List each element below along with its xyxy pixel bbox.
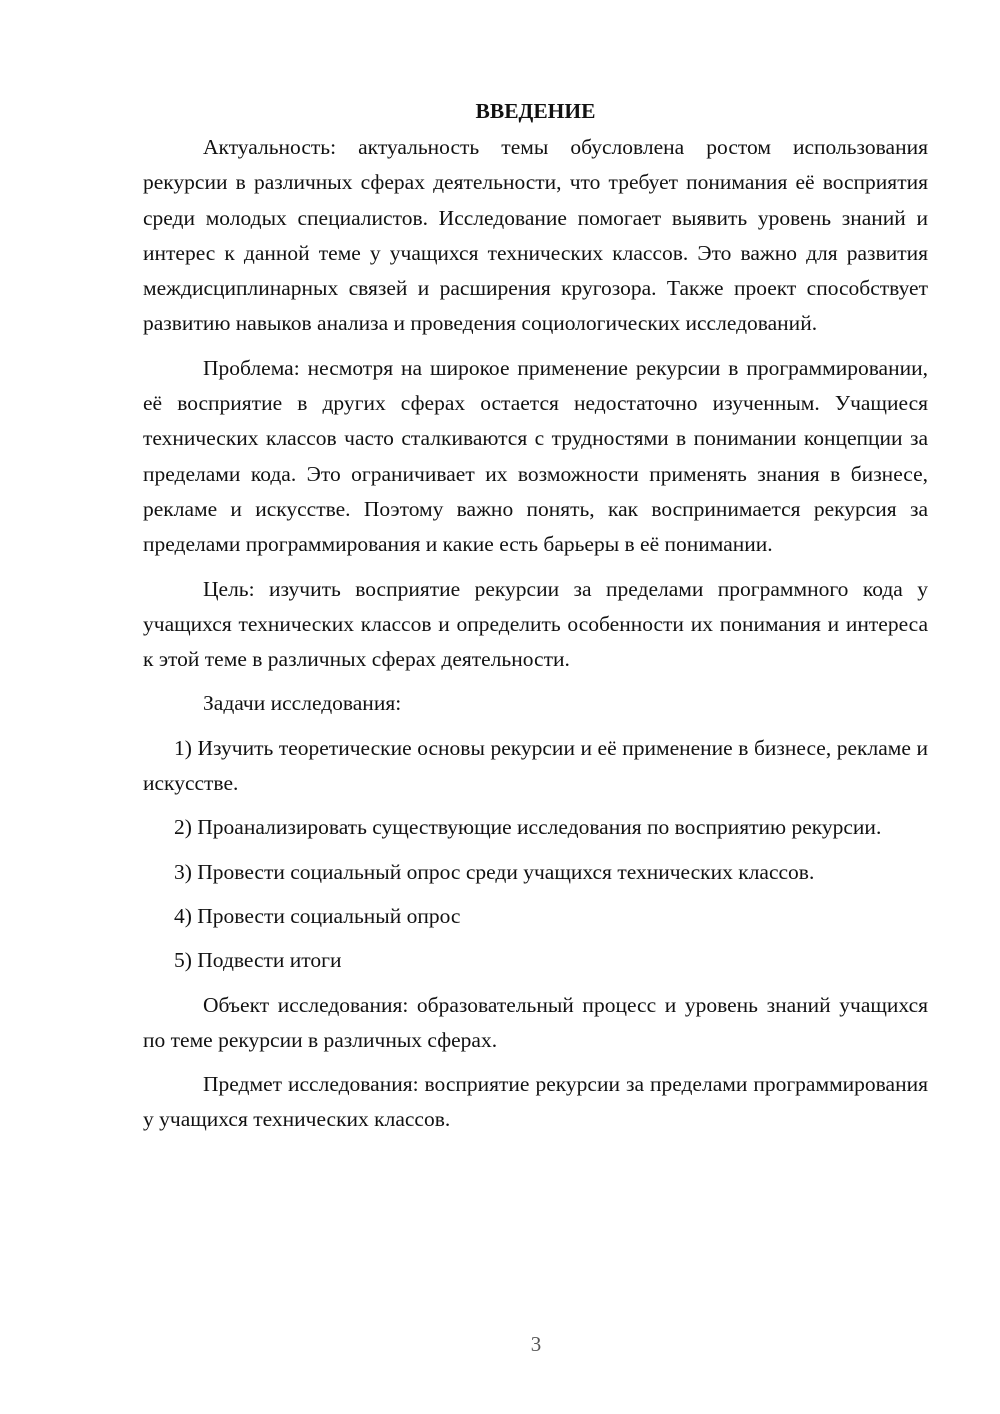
task-item: 1) Изучить теоретические основы рекурсии и её применение в бизнесе, рекламе и искусстве.	[143, 735, 928, 796]
tasks-list	[143, 731, 928, 979]
goal-paragraph: Цель: изучить восприятие рекурсии за пределами программного кода у учащихся технических классов и определить особенности их понимания и интереса к этой теме в различных сферах деятельности.	[143, 576, 928, 672]
object-paragraph: Объект исследования: образовательный процесс и уровень знаний учащихся по теме рекурсии в различных сферах.	[143, 992, 928, 1052]
relevance-paragraph: Актуальность: актуальность темы обусловлена ростом использования рекурсии в различных сферах деятельности, что требует понимания её восприятия среди молодых специалистов. Исследование помогает выявить уровень знаний и интерес к данной теме у учащихся технических классов. Это важно для развития междисциплинарных связей и расширения кругозора. Также проект способствует развитию навыков анализа и проведения социологических исследований.	[143, 135, 928, 336]
task-item: 2) Проанализировать существующие исследования по восприятию рекурсии.	[174, 815, 882, 840]
subject-paragraph: Предмет исследования: восприятие рекурсии за пределами программирования у учащихся технических классов.	[143, 1072, 928, 1132]
tasks-heading: Задачи исследования:	[203, 691, 402, 716]
task-item: 5) Подвести итоги	[174, 948, 342, 973]
page-number: 3	[530, 1332, 542, 1356]
problem-paragraph: Проблема: несмотря на широкое применение рекурсии в программировании, её восприятие в других сферах остается недостаточно изученным. Учащиеся технических классов часто сталкиваются с трудностями в понимании концепции за пределами кода. Это ограничивает их возможности применять знания в бизнесе, рекламе и искусстве. Поэтому важно понять, как воспринимается рекурсия за пределами программирования и какие есть барьеры в её понимании.	[143, 355, 928, 557]
page-content	[143, 94, 928, 1147]
page-title: ВВЕДЕНИЕ	[475, 99, 596, 123]
task-item: 4) Провести социальный опрос	[174, 903, 461, 928]
task-item: 3) Провести социальный опрос среди учащихся технических классов.	[174, 859, 815, 884]
